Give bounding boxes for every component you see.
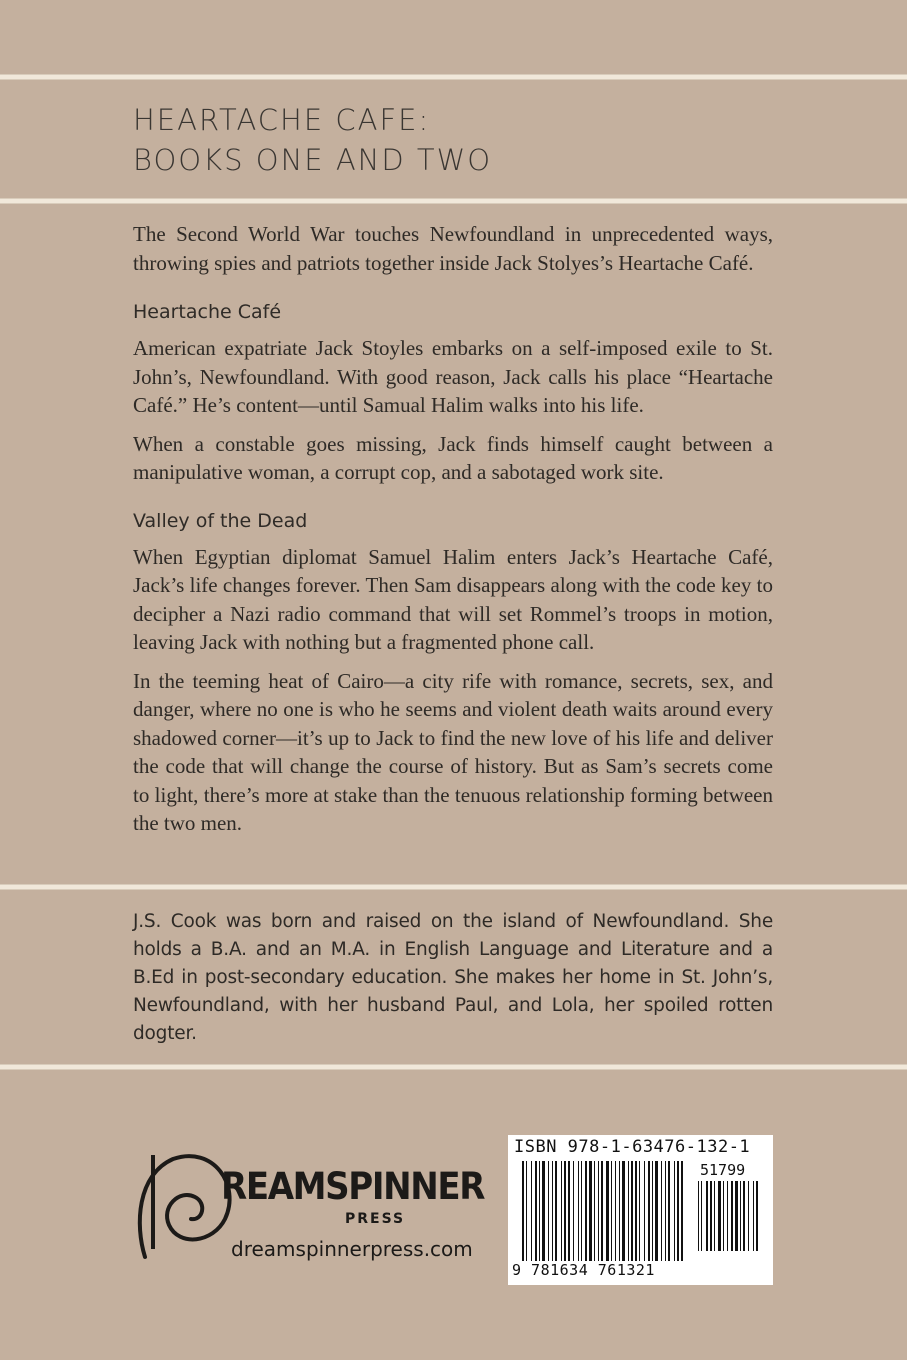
publisher-logo	[133, 1145, 483, 1275]
title-rule	[0, 198, 907, 204]
publisher-press: PRESS	[345, 1211, 406, 1227]
publisher-url: dreamspinnerpress.com	[231, 1237, 473, 1261]
blurb	[133, 220, 773, 838]
book1-heading: Heartache Café	[133, 301, 282, 323]
ean-digits: 9 781634 761321	[512, 1261, 655, 1279]
author-bio: J.S. Cook was born and raised on the island of Newfoundland. She holds a B.A. and an M.A. in English Language and Literature and a B.Ed in post-secondary education. She makes her home in St. John’s, Newfoundland, with her husband Paul, and Lola, her spoiled rotten dogter.	[133, 911, 773, 1044]
publisher-name: REAMSPINNER	[221, 1165, 485, 1208]
intro-paragraph: The Second World War touches Newfoundland in unprecedented ways, throwing spies and patriots together inside Jack Stolyes’s Heartache Café.	[133, 222, 773, 275]
price-code: 51799	[700, 1161, 746, 1179]
book-title	[133, 100, 773, 180]
isbn-label: ISBN 978-1-63476-132-1	[514, 1137, 751, 1157]
title-line-2: BOOKS ONE AND TWO	[133, 143, 493, 177]
book2-paragraph-1: When Egyptian diplomat Samuel Halim enters Jack’s Heartache Café, Jack’s life changes forever. Then Sam disappears along with the code key to decipher a Nazi radio command that will set Rommel’s troops in motion, leaving Jack with nothing but a fragmented phone call.	[133, 544, 773, 654]
isbn-barcode	[508, 1135, 773, 1285]
book1-paragraph-1: American expatriate Jack Stoyles embarks on a self-imposed exile to St. John’s, Newfoundland. With good reason, Jack calls his place “Heartache Café.” He’s content—until Samual Halim walks into his life.	[133, 336, 773, 417]
book2-heading: Valley of the Dead	[133, 509, 308, 532]
title-line-1: HEARTACHE CAFE:	[133, 103, 431, 137]
top-rule	[0, 74, 907, 80]
bio-bottom-rule	[0, 1064, 907, 1070]
book1-paragraph-2: When a constable goes missing, Jack finds himself caught between a manipulative woman, a corrupt cop, and a sabotaged work site.	[133, 431, 773, 484]
bio-top-rule	[0, 884, 907, 890]
book2-paragraph-2: In the teeming heat of Cairo—a city rife with romance, secrets, sex, and danger, where no one is who he seems and violent death waits around every shadowed corner—it’s up to Jack to find the new love of his life and deliver the code that will change the course of history. But as Sam’s secrets come to light, there’s more at stake than the tenuous relationship forming between the two men.	[133, 668, 773, 835]
